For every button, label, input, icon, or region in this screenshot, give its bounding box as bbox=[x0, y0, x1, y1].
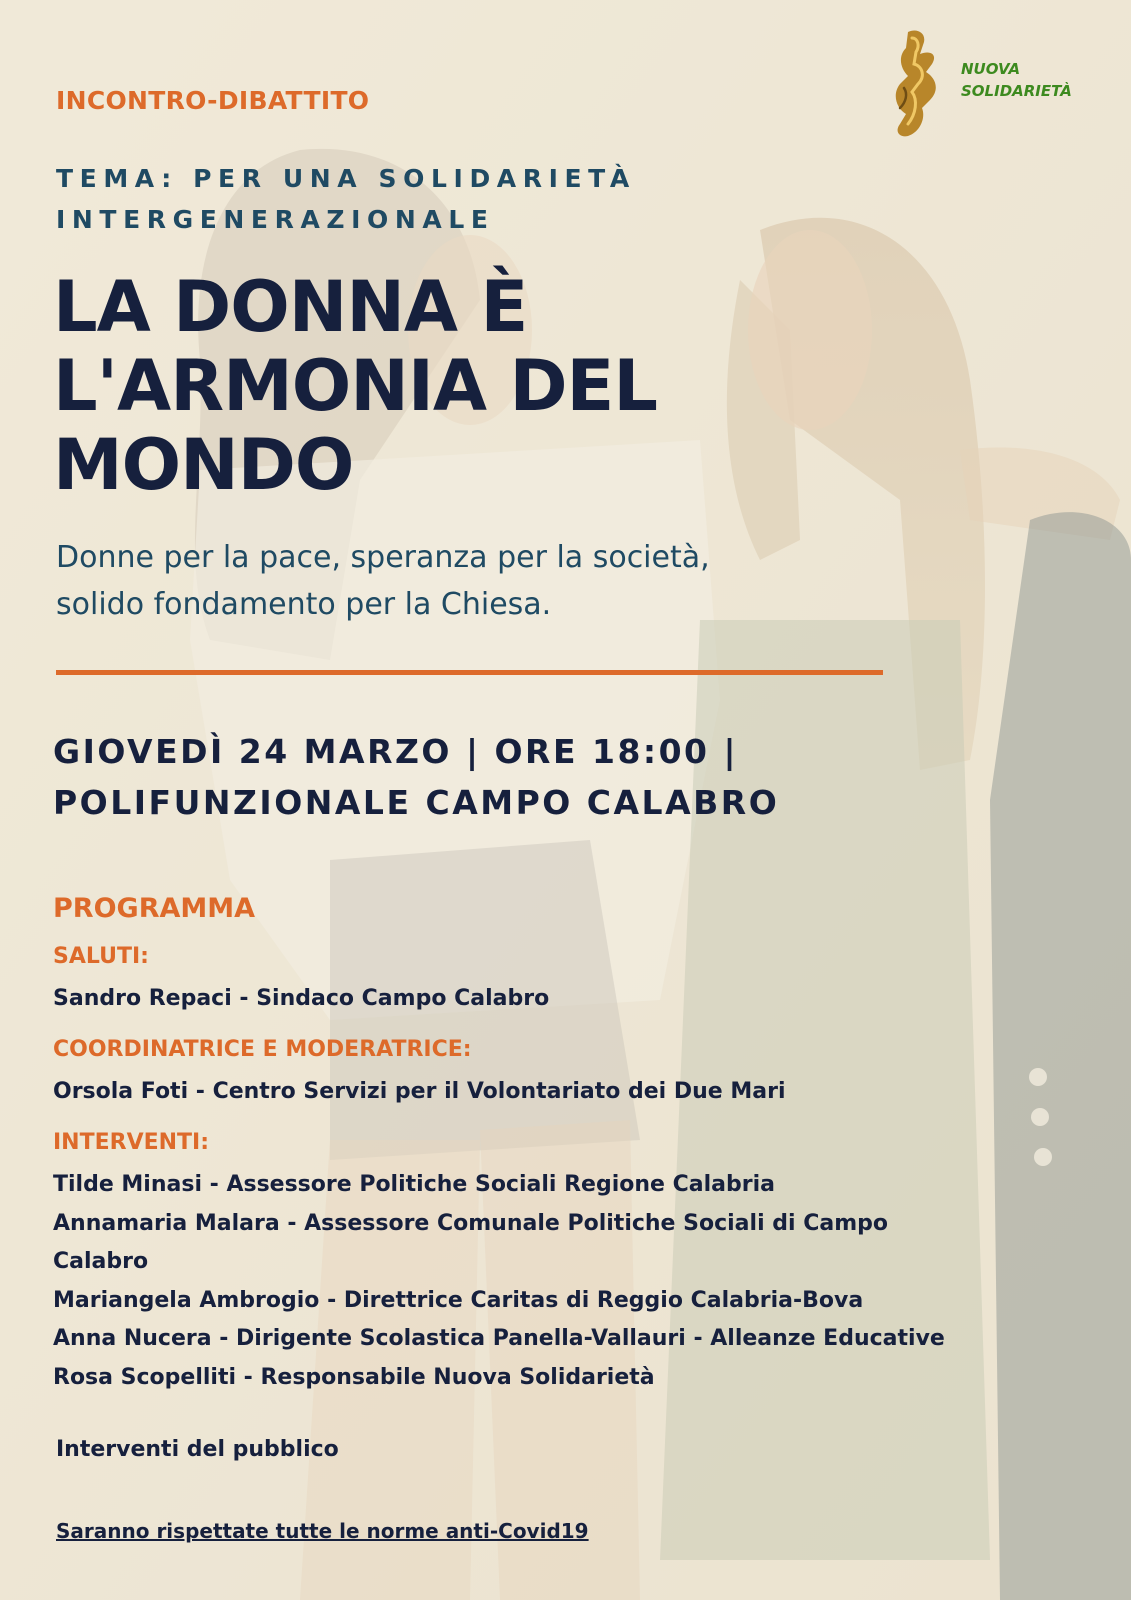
list-item: Annamaria Malara - Assessore Comunale Politiche Sociali di Campo bbox=[53, 1210, 888, 1236]
theme-line-2: INTERGENERAZIONALE bbox=[56, 205, 495, 234]
logo-text bbox=[961, 58, 1072, 102]
date-time-line: GIOVEDÌ 24 MARZO | ORE 18:00 | bbox=[53, 732, 739, 771]
subtitle-line-2: solido fondamento per la Chiesa. bbox=[56, 587, 552, 622]
date-venue bbox=[53, 726, 779, 828]
list-item: Anna Nucera - Dirigente Scolastica Panella-Vallauri - Alleanze Educative bbox=[53, 1326, 945, 1351]
speakers-label: INTERVENTI: bbox=[53, 1130, 210, 1155]
title-line-2: L'ARMONIA DEL bbox=[53, 345, 657, 427]
public-interventions: Interventi del pubblico bbox=[56, 1437, 339, 1462]
event-type: INCONTRO-DIBATTITO bbox=[56, 86, 370, 115]
golden-figure-icon bbox=[886, 28, 950, 140]
list-item: Tilde Minasi - Assessore Politiche Sociali Regione Calabria bbox=[53, 1172, 775, 1197]
greetings-text: Sandro Repaci - Sindaco Campo Calabro bbox=[53, 986, 550, 1011]
logo-line-1: NUOVA bbox=[961, 60, 1021, 78]
covid-note: Saranno rispettate tutte le norme anti-Covid19 bbox=[56, 1519, 589, 1543]
list-item: Rosa Scopelliti - Responsabile Nuova Solidarietà bbox=[53, 1364, 655, 1390]
venue-line: POLIFUNZIONALE CAMPO CALABRO bbox=[53, 783, 780, 822]
title-line-1: LA DONNA È bbox=[53, 266, 528, 348]
greetings-label: SALUTI: bbox=[53, 944, 149, 969]
title-line-3: MONDO bbox=[53, 424, 354, 506]
subtitle-line-1: Donne per la pace, speranza per la società, bbox=[56, 540, 710, 575]
theme-line-1: TEMA: PER UNA SOLIDARIETÀ bbox=[56, 164, 636, 193]
moderator-text: Orsola Foti - Centro Servizi per il Volontariato dei Due Mari bbox=[53, 1079, 786, 1104]
list-item: Calabro bbox=[53, 1249, 149, 1274]
theme-heading bbox=[56, 158, 636, 240]
divider bbox=[56, 670, 883, 675]
program-heading: PROGRAMMA bbox=[53, 893, 256, 924]
list-item: Mariangela Ambrogio - Direttrice Caritas di Reggio Calabria-Bova bbox=[53, 1287, 864, 1313]
logo-line-2: SOLIDARIETÀ bbox=[961, 82, 1072, 100]
moderator-label: COORDINATRICE E MODERATRICE: bbox=[53, 1037, 472, 1062]
subtitle bbox=[56, 534, 710, 628]
page-title bbox=[53, 268, 657, 505]
speakers-list bbox=[53, 1166, 1103, 1397]
